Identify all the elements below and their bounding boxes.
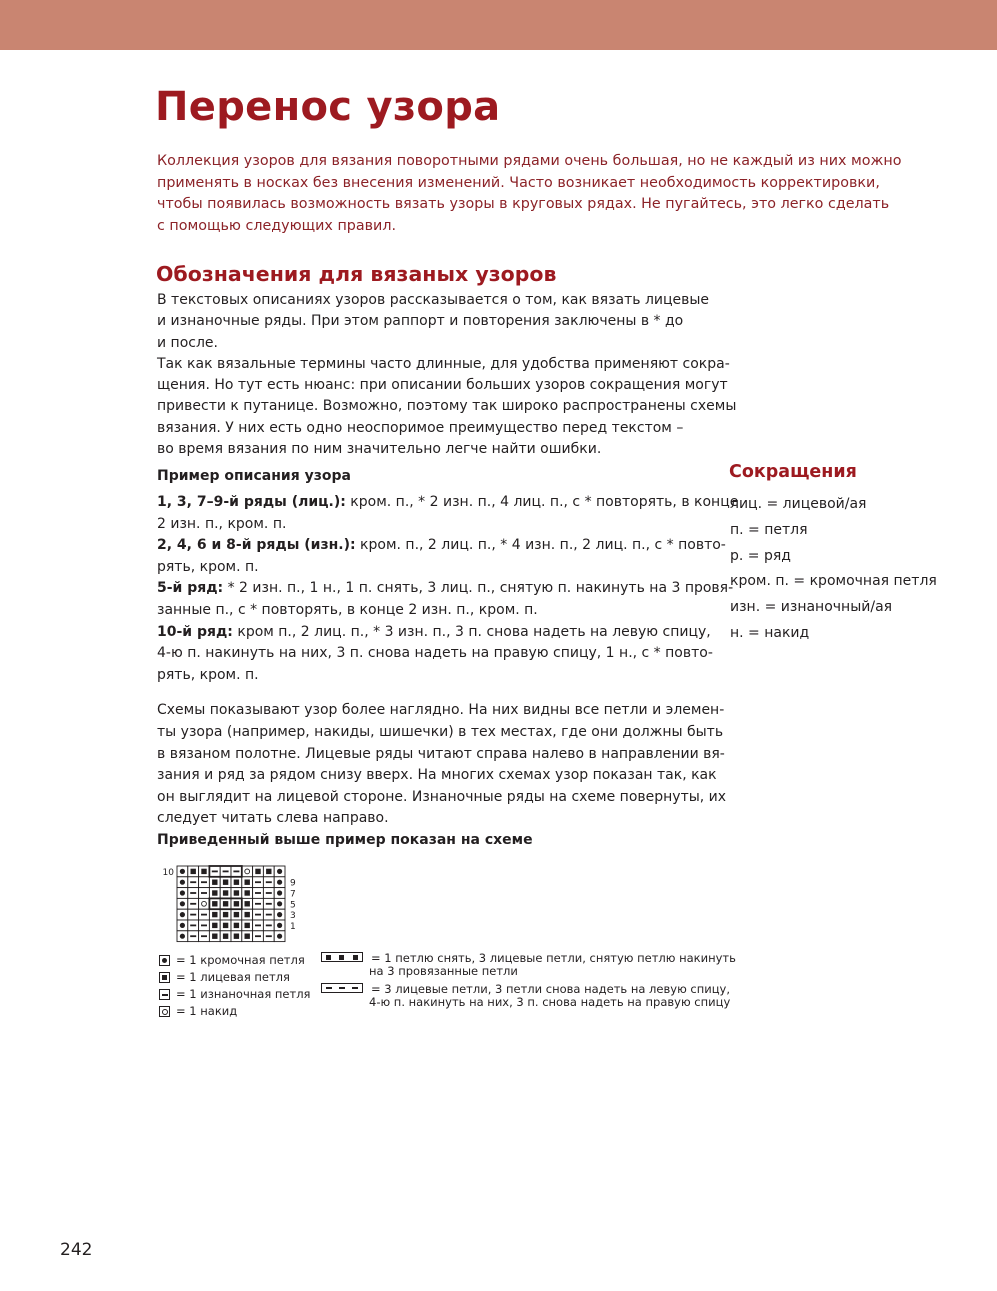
purl-stitch-cell (231, 866, 242, 877)
row-label: 1, 3, 7–9-й ряды (лиц.): (157, 494, 346, 510)
charts-paragraph-line: зания и ряд за рядом снизу вверх. На многих схемах узор показан так, как (157, 767, 717, 784)
abbreviation-item: р. = ряд (730, 547, 791, 564)
legend-text: = 1 лицевая петля (176, 970, 290, 984)
legend-text: = 3 лицевые петли, 3 петли снова надеть на левую спицу, (371, 982, 731, 996)
example-line (157, 578, 734, 600)
edge-stitch-cell (177, 888, 188, 899)
intro-line: Коллекция узоров для вязания поворотными рядами очень большая, но не каждый из них можно (157, 153, 902, 169)
charts-paragraph-line: следует читать слева направо. (157, 810, 389, 827)
knit-stitch-cell (242, 888, 253, 899)
purl-stitch-cell (220, 866, 231, 877)
paragraph-line: вязания. У них есть одно неоспоримое преимущество перед текстом – (157, 419, 684, 436)
edge-stitch-cell (274, 866, 285, 877)
abbreviation-item: н. = накид (730, 624, 810, 641)
purl-stitch-symbol (159, 989, 170, 1000)
edge-stitch-cell (177, 866, 188, 877)
example-line (157, 665, 717, 687)
knit-stitch-cell (242, 898, 253, 909)
abbreviation-item: п. = петля (730, 521, 808, 538)
knit-stitch-cell (231, 931, 242, 942)
paragraph-line: и изнаночные ряды. При этом раппорт и повторения заключены в * до (157, 313, 684, 330)
example-line (157, 514, 717, 536)
edge-stitch-cell (274, 888, 285, 899)
intro-line: с помощью следующих правил. (157, 217, 397, 234)
legend-text: = 1 изнаночная петля (176, 987, 311, 1001)
edge-stitch-cell (177, 909, 188, 920)
edge-stitch-cell (177, 877, 188, 888)
legend-item (159, 1003, 310, 1020)
example-line (157, 600, 717, 622)
row-text: * 2 изн. п., 1 н., 1 п. снять, 3 лиц. п., снятую п. накинуть на 3 провя- (223, 580, 734, 597)
purl-stitch-cell (263, 888, 274, 899)
edge-stitch-cell (177, 898, 188, 909)
charts-paragraph-line: в вязаном полотне. Лицевые ряды читают справа налево в направлении вя- (157, 745, 725, 762)
knit-stitch-cell (220, 909, 231, 920)
edge-stitch-cell (274, 877, 285, 888)
edge-stitch-cell (274, 898, 285, 909)
row-number-label: 3 (290, 911, 296, 922)
legend-left (159, 952, 310, 1020)
purl-stitch-cell (253, 877, 264, 888)
row-number-label: 1 (290, 921, 296, 932)
intro-line: чтобы появилась возможность вязать узоры в круговых рядах. Не пугайтесь, это легко сделать (157, 196, 890, 213)
example-heading: Пример описания узора (157, 468, 351, 484)
purl-stitch-cell (263, 898, 274, 909)
page-number: 242 (60, 1240, 93, 1260)
knitting-chart (156, 864, 356, 944)
row-text: рять, кром. п. (157, 666, 259, 683)
legend-text-cont: 4-ю п. накинуть на них, 3 п. снова надеть на правую спицу (369, 995, 731, 1009)
intro-paragraph (157, 151, 902, 237)
purl-stitch-cell (263, 909, 274, 920)
purl-stitch-cell (188, 909, 199, 920)
knit-stitch-cell (242, 931, 253, 942)
purl-cable-symbol (321, 983, 363, 993)
knit-stitch-cell (209, 888, 220, 899)
abbreviation-item: изн. = изнаночный/ая (730, 599, 893, 616)
paragraph-line: во время вязания по ним значительно легче найти ошибки. (157, 441, 602, 458)
paragraph-line: и после. (157, 334, 218, 351)
purl-stitch-cell (263, 931, 274, 942)
purl-stitch-cell (188, 877, 199, 888)
abbreviation-item: лиц. = лицевой/ая (730, 496, 867, 512)
row-text: рять, кром. п. (157, 558, 259, 575)
knit-stitch-cell (209, 898, 220, 909)
example-description (157, 492, 739, 830)
charts-paragraph-line: Схемы показывают узор более наглядно. На них видны все петли и элемен- (157, 702, 725, 719)
knit-stitch-cell (253, 866, 264, 877)
row-number-label: 5 (290, 900, 296, 911)
purl-stitch-cell (199, 888, 210, 899)
row-text: 4-ю п. накинуть на них, 3 п. снова надеть на правую спицу, 1 н., с * повто- (157, 645, 713, 662)
knit-stitch-cell (242, 877, 253, 888)
row-text: кром. п., 2 лиц. п., * 4 изн. п., 2 лиц. п., с * повто- (355, 537, 726, 554)
legend-text: = 1 кромочная петля (176, 953, 305, 967)
edge-stitch-cell (274, 909, 285, 920)
knit-stitch-cell (242, 909, 253, 920)
purl-stitch-cell (253, 920, 264, 931)
legend-item (159, 986, 310, 1003)
paragraph-line: В текстовых описаниях узоров рассказывается о том, как вязать лицевые (157, 292, 710, 308)
yarn-over-cell (199, 898, 210, 909)
knit-stitch-cell (209, 909, 220, 920)
row-label: 2, 4, 6 и 8-й ряды (изн.): (157, 537, 356, 554)
section-heading: Обозначения для вязаных узоров (156, 262, 557, 286)
purl-stitch-cell (253, 909, 264, 920)
purl-stitch-cell (253, 888, 264, 899)
purl-stitch-cell (199, 920, 210, 931)
row-text: кром п., 2 лиц. п., * 3 изн. п., 3 п. снова надеть на левую спицу, (232, 623, 711, 640)
knit-stitch-cell (209, 877, 220, 888)
row-number-label: 10 (162, 867, 174, 878)
section-paragraph (157, 290, 737, 460)
header-bar (0, 0, 997, 50)
abbreviations-list (730, 492, 937, 647)
yarn-over-symbol (159, 1006, 170, 1017)
intro-line: применять в носках без внесения изменений. Часто возникает необходимость корректировки, (157, 174, 880, 191)
purl-stitch-cell (209, 866, 220, 877)
abbreviations-heading: Сокращения (729, 462, 857, 482)
knit-stitch-cell (199, 866, 210, 877)
purl-stitch-cell (199, 931, 210, 942)
example-line (157, 535, 726, 557)
knit-stitch-cell (188, 866, 199, 877)
edge-stitch-cell (177, 931, 188, 942)
example-line (157, 643, 717, 665)
paragraph-line: Так как вязальные термины часто длинные, для удобства применяют сокра- (157, 355, 730, 372)
knit-stitch-cell (231, 898, 242, 909)
purl-stitch-cell (263, 920, 274, 931)
row-label: 10-й ряд: (157, 623, 233, 640)
legend-right (321, 952, 736, 1009)
purl-stitch-cell (188, 898, 199, 909)
yarn-over-cell (242, 866, 253, 877)
charts-paragraph-line: ты узора (например, накиды, шишечки) в тех местах, где они должны быть (157, 723, 724, 740)
purl-stitch-cell (263, 877, 274, 888)
slip-knit-pass-over-symbol (321, 952, 363, 962)
knit-stitch-symbol (159, 972, 170, 983)
knit-stitch-cell (220, 877, 231, 888)
knit-stitch-cell (242, 920, 253, 931)
purl-stitch-cell (253, 898, 264, 909)
row-text: 2 изн. п., кром. п. (157, 515, 287, 532)
knit-stitch-cell (220, 920, 231, 931)
legend-text-cont: на 3 провязанные петли (369, 964, 518, 978)
charts-paragraph-line: он выглядит на лицевой стороне. Изнаночные ряды на схеме повернуты, их (157, 788, 727, 805)
purl-stitch-cell (199, 877, 210, 888)
purl-stitch-cell (253, 931, 264, 942)
knit-stitch-cell (231, 888, 242, 899)
knit-stitch-cell (209, 931, 220, 942)
knit-stitch-cell (231, 909, 242, 920)
example-line (157, 622, 717, 644)
edge-stitch-cell (274, 931, 285, 942)
example-line (157, 557, 717, 579)
knit-stitch-cell (220, 898, 231, 909)
row-label: 5-й ряд: (157, 580, 224, 597)
row-number-label: 7 (290, 889, 296, 900)
chart-caption: Приведенный выше пример показан на схеме (157, 832, 533, 848)
purl-stitch-cell (188, 931, 199, 942)
row-text: кром. п., * 2 изн. п., 4 лиц. п., с * повторять, в конце (345, 494, 739, 510)
paragraph-line: привести к путанице. Возможно, поэтому так широко распространены схемы (157, 398, 737, 415)
edge-stitch-cell (177, 920, 188, 931)
knit-stitch-cell (220, 888, 231, 899)
legend-item (159, 969, 310, 986)
purl-stitch-cell (188, 888, 199, 899)
page-title: Перенос узора (155, 84, 501, 130)
edge-stitch-cell (274, 920, 285, 931)
legend-text: = 1 петлю снять, 3 лицевые петли, снятую петлю накинуть (371, 951, 736, 965)
purl-stitch-cell (199, 909, 210, 920)
example-line (157, 492, 739, 514)
edge-stitch-symbol (159, 955, 170, 966)
legend-text: = 1 накид (176, 1004, 238, 1018)
knit-stitch-cell (209, 920, 220, 931)
paragraph-line: щения. Но тут есть нюанс: при описании больших узоров сокращения могут (157, 377, 728, 394)
row-text: занные п., с * повторять, в конце 2 изн. п., кром. п. (157, 601, 538, 618)
row-number-label: 9 (290, 878, 296, 889)
purl-stitch-cell (188, 920, 199, 931)
knit-stitch-cell (263, 866, 274, 877)
knit-stitch-cell (220, 931, 231, 942)
knit-stitch-cell (231, 877, 242, 888)
abbreviation-item: кром. п. = кромочная петля (730, 573, 937, 590)
legend-item (159, 952, 310, 969)
knit-stitch-cell (231, 920, 242, 931)
